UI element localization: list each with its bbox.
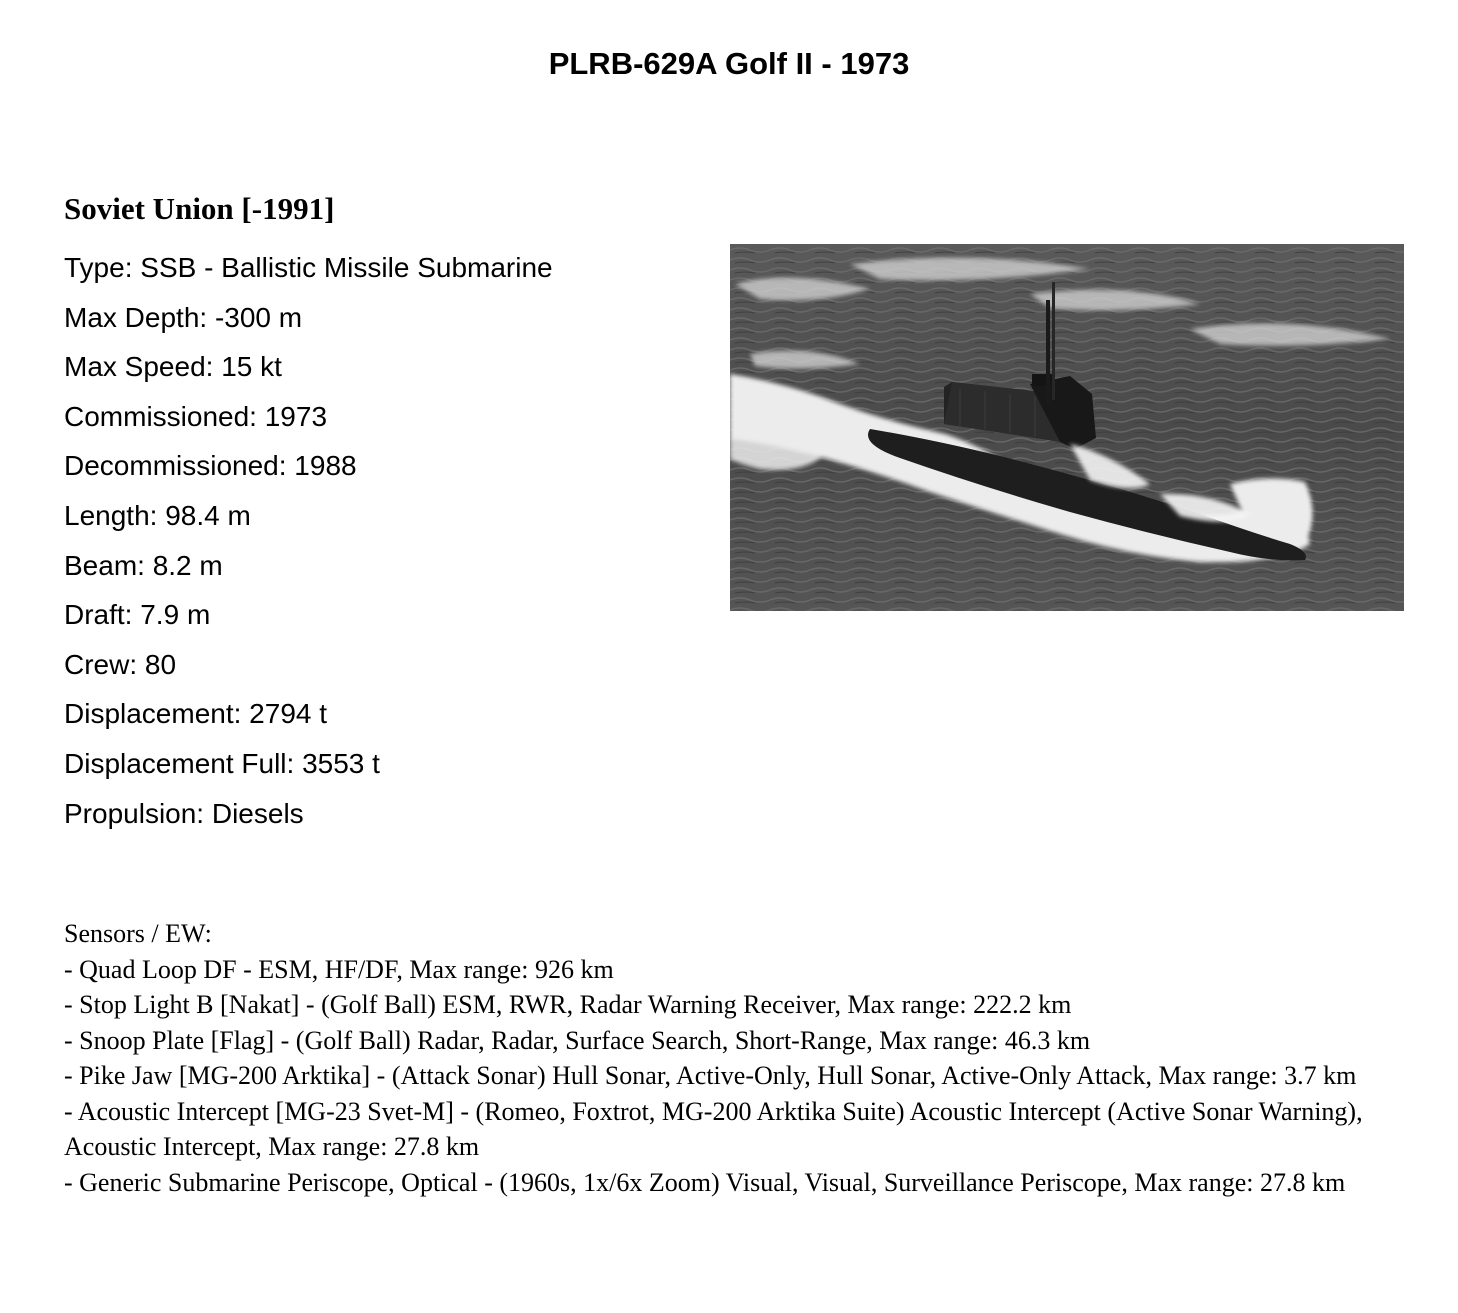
spec-list (64, 246, 553, 841)
spec-type: Type: SSB - Ballistic Missile Submarine (64, 252, 553, 283)
spec-length: Length: 98.4 m (64, 499, 251, 531)
page-title: PLRB-629A Golf II - 1973 (548, 46, 910, 81)
sensors-heading: Sensors / EW: (64, 919, 212, 948)
sensor-item: - Stop Light B [Nakat] - (Golf Ball) ESM, RWR, Radar Warning Receiver, Max range: 222.2 km (64, 990, 1072, 1019)
sensors-section (64, 916, 1404, 1200)
sensor-item: - Quad Loop DF - ESM, HF/DF, Max range: 926 km (64, 954, 614, 984)
spec-draft: Draft: 7.9 m (64, 599, 211, 631)
country-heading: Soviet Union [-1991] (64, 191, 335, 226)
sensor-item: - Acoustic Intercept [MG-23 Svet-M] - (Romeo, Foxtrot, MG-200 Arktika Suite) Acoustic Intercept (Active Sonar Warning), Acoustic Intercept, Max range: 27.8 km (64, 1096, 1363, 1161)
sensor-item: - Generic Submarine Periscope, Optical - (1960s, 1x/6x Zoom) Visual, Visual, Surveillance Periscope, Max range: 27.8 km (64, 1167, 1346, 1197)
spec-max-depth: Max Depth: -300 m (64, 301, 303, 333)
sensor-item: - Pike Jaw [MG-200 Arktika] - (Attack Sonar) Hull Sonar, Active-Only, Hull Sonar, Active-Only Attack, Max range: 3.7 km (64, 1061, 1357, 1090)
sensor-item: - Snoop Plate [Flag] - (Golf Ball) Radar, Radar, Surface Search, Short-Range, Max range: 46.3 km (64, 1025, 1091, 1055)
spec-max-speed: Max Speed: 15 kt (64, 351, 282, 383)
spec-displacement: Displacement: 2794 t (64, 698, 328, 730)
spec-displacement-full: Displacement Full: 3553 t (64, 747, 380, 779)
spec-crew: Crew: 80 (64, 648, 177, 680)
spec-propulsion: Propulsion: Diesels (64, 797, 304, 829)
spec-beam: Beam: 8.2 m (64, 549, 223, 581)
spec-decommissioned: Decommissioned: 1988 (64, 450, 357, 482)
submarine-photo (730, 244, 1404, 611)
spec-commissioned: Commissioned: 1973 (64, 400, 328, 432)
